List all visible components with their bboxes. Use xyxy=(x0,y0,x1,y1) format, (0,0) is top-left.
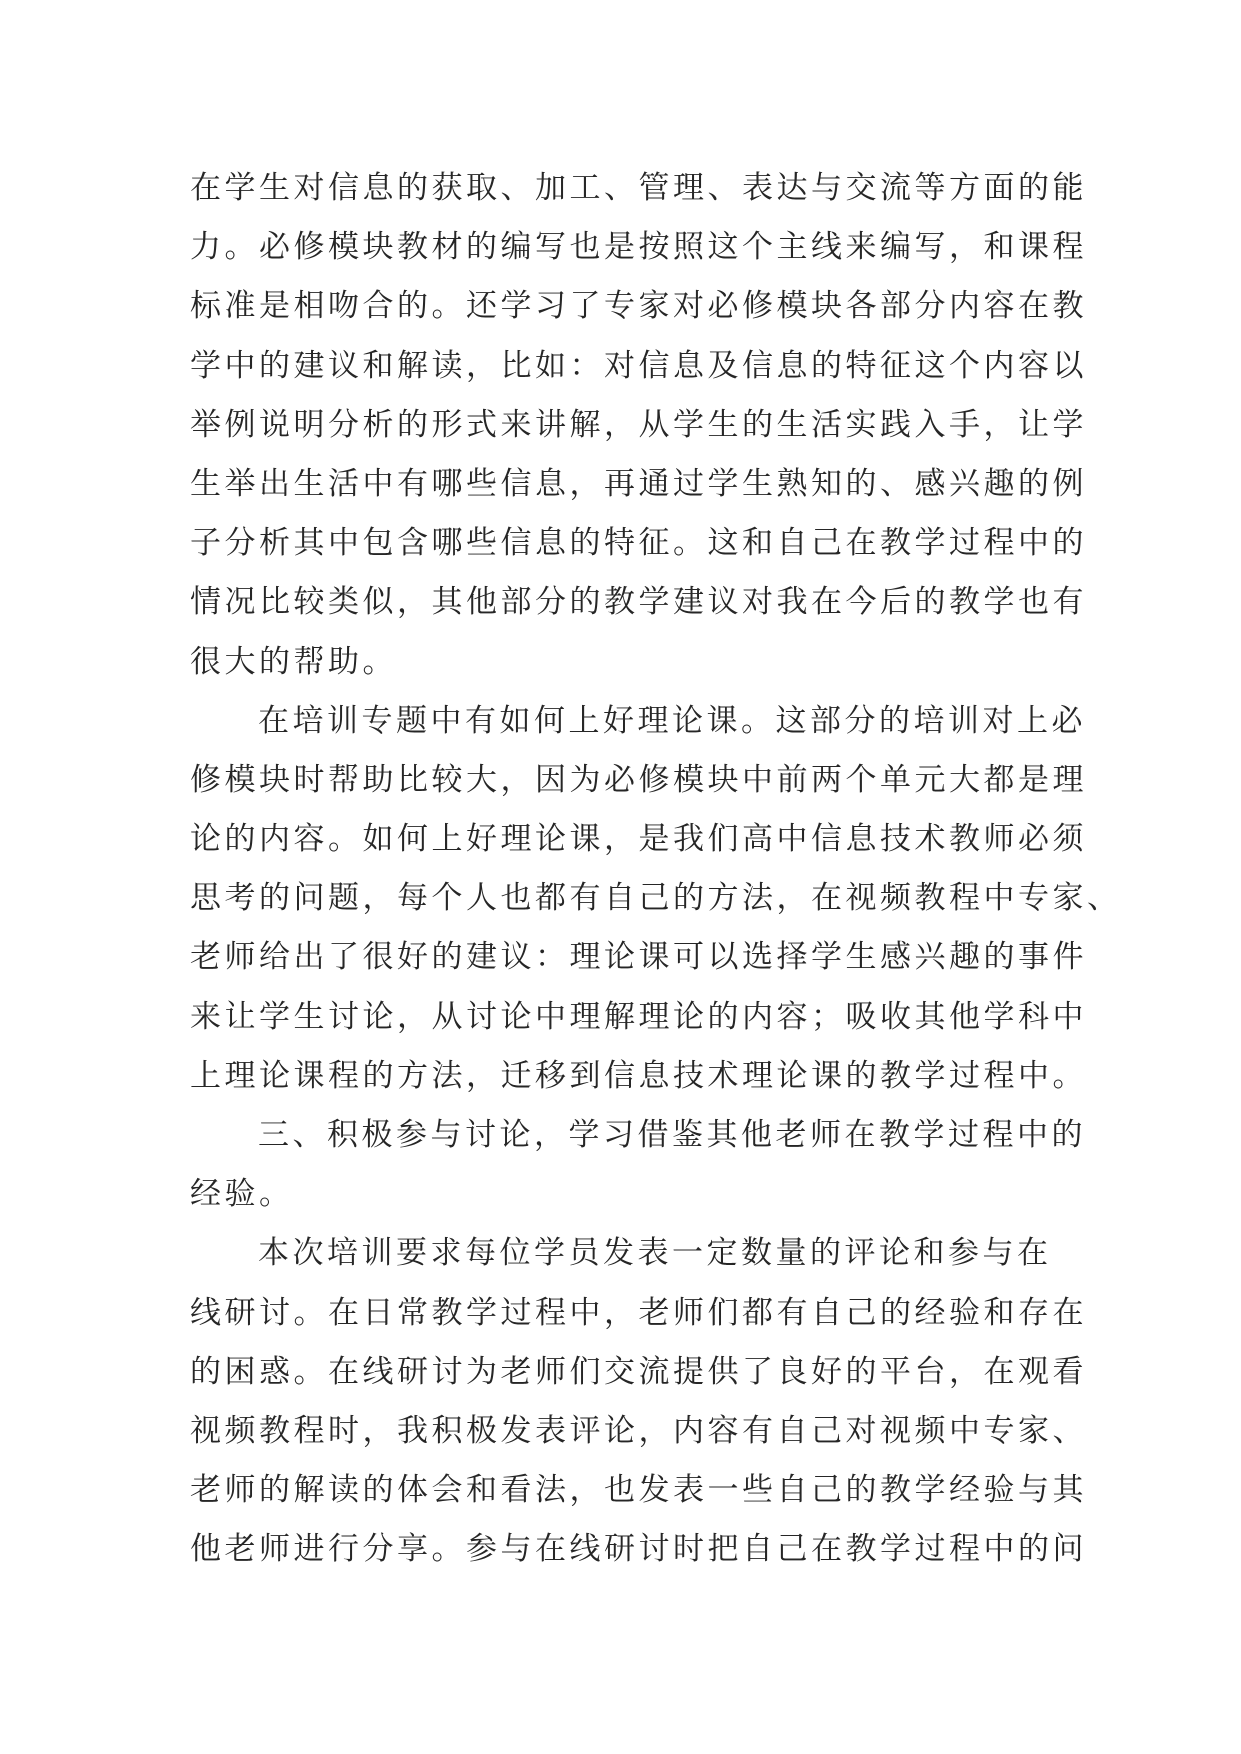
paragraph-first-line: 本次培训要求每位学员发表一定数量的评论和参与在 xyxy=(258,1235,1052,1272)
text-line: 来让学生讨论，从讨论中理解理论的内容；吸收其他学科中 xyxy=(190,998,1087,1035)
text-line: 学中的建议和解读，比如：对信息及信息的特征这个内容以 xyxy=(190,347,1087,384)
text-line: 生举出生活中有哪些信息，再通过学生熟知的、感兴趣的例 xyxy=(190,465,1087,502)
text-line: 子分析其中包含哪些信息的特征。这和自己在教学过程中的 xyxy=(190,525,1087,562)
section-heading-line: 经验。 xyxy=(190,1176,294,1213)
text-line: 的困惑。在线研讨为老师们交流提供了良好的平台，在观看 xyxy=(190,1353,1087,1390)
text-line: 上理论课程的方法，迁移到信息技术理论课的教学过程中。 xyxy=(190,1057,1087,1094)
text-line: 老师给出了很好的建议：理论课可以选择学生感兴趣的事件 xyxy=(190,939,1087,976)
text-line: 很大的帮助。 xyxy=(190,643,397,680)
text-line: 在学生对信息的获取、加工、管理、表达与交流等方面的能 xyxy=(190,170,1087,206)
text-line: 老师的解读的体会和看法，也发表一些自己的教学经验与其 xyxy=(190,1472,1087,1509)
text-line: 思考的问题，每个人也都有自己的方法，在视频教程中专家、 xyxy=(190,880,1122,917)
document-body xyxy=(190,159,1122,1580)
text-line: 线研讨。在日常教学过程中，老师们都有自己的经验和存在 xyxy=(190,1294,1087,1331)
text-line: 修模块时帮助比较大，因为必修模块中前两个单元大都是理 xyxy=(190,761,1087,798)
text-line: 举例说明分析的形式来讲解，从学生的生活实践入手，让学 xyxy=(190,406,1087,443)
text-line: 论的内容。如何上好理论课，是我们高中信息技术教师必须 xyxy=(190,821,1087,858)
text-line: 力。必修模块教材的编写也是按照这个主线来编写，和课程 xyxy=(190,229,1087,266)
text-line: 情况比较类似，其他部分的教学建议对我在今后的教学也有 xyxy=(190,584,1087,621)
section-heading-line: 三、积极参与讨论，学习借鉴其他老师在教学过程中的 xyxy=(258,1117,1086,1153)
text-line: 视频教程时，我积极发表评论，内容有自己对视频中专家、 xyxy=(190,1412,1087,1449)
paragraph-first-line: 在培训专题中有如何上好理论课。这部分的培训对上必 xyxy=(258,702,1086,739)
text-line: 他老师进行分享。参与在线研讨时把自己在教学过程中的问 xyxy=(190,1531,1087,1568)
text-line: 标准是相吻合的。还学习了专家对必修模块各部分内容在教 xyxy=(190,288,1087,325)
